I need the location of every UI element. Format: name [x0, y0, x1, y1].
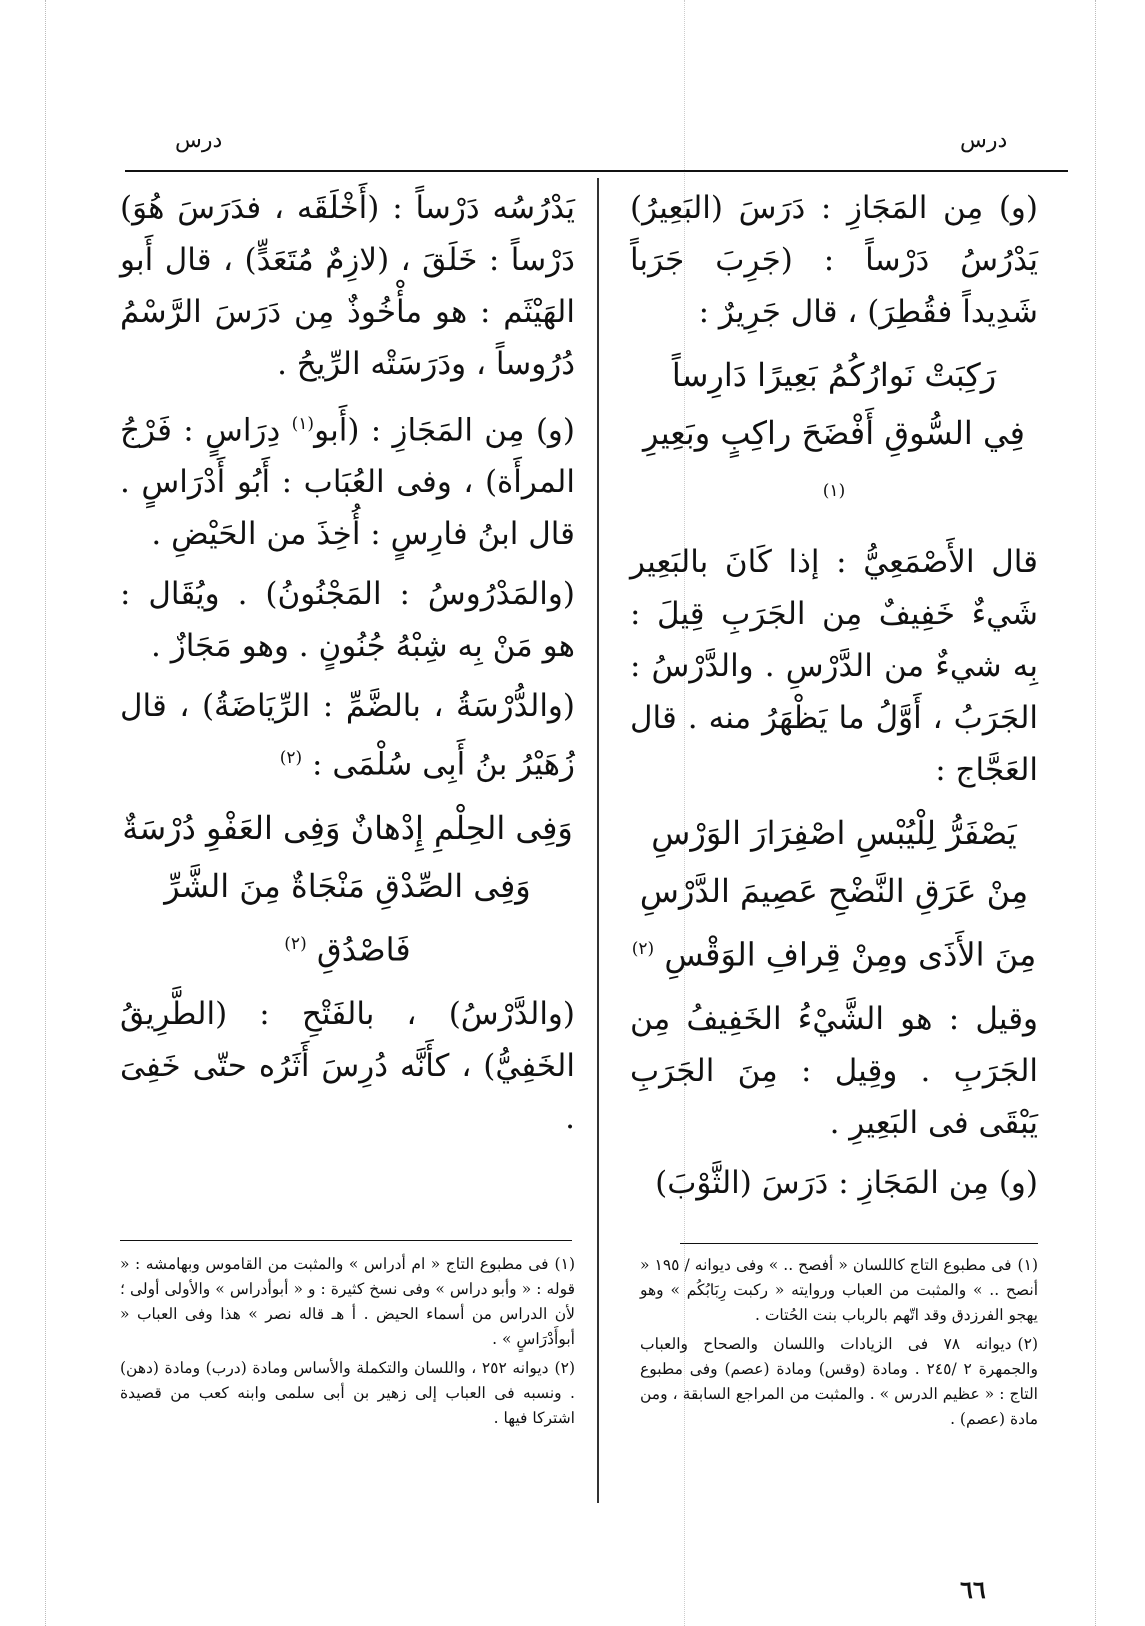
- footnote-rule-left: [120, 1240, 572, 1241]
- footnote-ref: (٢): [279, 748, 303, 769]
- verse-text: فِي السُّوقِ أَفْضَحَ راكِبٍ وبَعِيرِ: [643, 414, 1025, 452]
- entry-text: دِرَاسٍ : فَرْجُ المرأَة) ، وفى العُبَاب : أَبُو أَدْرَاسٍ . قال ابنُ فارِسٍ : أُخِذَ من الحَيْضِ .: [120, 412, 575, 553]
- right-column: [630, 182, 1038, 1217]
- footnote-ref: (١): [822, 481, 846, 501]
- footnote-rule-right: [680, 1243, 1038, 1244]
- column-divider: [597, 178, 599, 1503]
- entry-paragraph: يَدْرُسُه دَرْساً : (أَخْلَقَه ، فدَرَسَ هُوَ) دَرْساً : خَلَقَ ، (لازِمٌ مُتَعَدٍّ) ، قال أَبو الهَيْثَم : هو مأْخُوذٌ مِن دَرَسَ الرَّسْمُ دُرُوساً ، ودَرَسَتْه الرِّيحُ .: [120, 190, 575, 382]
- left-column: [120, 182, 575, 1152]
- margin-dotted-line-left: [45, 0, 46, 1626]
- entry-text: (و) مِن المَجَازِ : (أَبو: [314, 412, 575, 449]
- verse-line: [120, 857, 575, 979]
- verse-jarir: [630, 346, 1038, 526]
- entry-paragraph: [120, 398, 575, 560]
- entry-paragraph: [120, 680, 575, 790]
- running-head-left: درس: [175, 128, 223, 153]
- verse-zuhayr: [120, 799, 575, 979]
- footnote-ref: (٢): [284, 933, 307, 954]
- footnotes-right: [640, 1253, 1038, 1436]
- footnote-number: (١): [554, 1255, 575, 1273]
- footnote-text: فى مطبوع التاج « ام أدراس » والمثبت من القاموس وبهامشه : « قوله : « وأبو دراس » وفى نسخ كثيرة : و « أبوأدراس » والأولى أولى ؛ لأن الدراس من أسماء الحيض . أ هـ قاله نصر » هذا وفى العباب « أبوأَدْرَاسٍ » .: [120, 1255, 575, 1348]
- footnote-number: (٢): [554, 1359, 575, 1377]
- verse-line: مِنْ عَرَقِ النَّضْحِ عَصِيمَ الدَّرْسِ: [639, 871, 1029, 910]
- footnote: [120, 1252, 575, 1352]
- page-number: ٦٦: [960, 1575, 986, 1604]
- verse-text: وَفِى الصِّدْقِ مَنْجَاةٌ مِنَ الشَّرِّ فَاصْدُقِ: [164, 866, 531, 969]
- footnote-number: (٢): [1017, 1335, 1038, 1353]
- margin-dotted-line-right: [1095, 0, 1096, 1626]
- entry-paragraph: (و) مِن المَجَازِ : دَرَسَ (الثَّوْبَ): [655, 1165, 1038, 1202]
- entry-paragraph: (والمَدْرُوسُ : المَجْنُونُ) . ويُقَال : هو مَنْ بِه شِبْهُ جُنُونٍ . وهو مَجَازٌ .: [120, 576, 575, 665]
- running-head-right: درس: [960, 128, 1008, 153]
- entry-paragraph: وقيل : هو الشَّيْءُ الخَفِيفُ مِن الجَرَبِ . وقِيل : مِنَ الجَرَبِ يَبْقَى فى البَعِيرِ .: [630, 1001, 1038, 1142]
- verse-line: وَفِى الحِلْمِ إِدْهانٌ وَفِى العَفْوِ دُرْسَةٌ: [122, 808, 573, 847]
- footnote-ref: (٢): [631, 938, 655, 959]
- entry-paragraph: (و) مِن المَجَازِ : دَرَسَ (البَعِيرُ) يَدْرُسُ دَرْساً : (جَرِبَ جَرَباً شَدِيداً فقُطِرَ) ، قال جَرِيرٌ :: [630, 190, 1038, 330]
- verse-line: يَصْفَرُّ لِلْيُبْسِ اصْفِرَارَ الوَرْسِ: [651, 813, 1017, 852]
- verse-ajjaj: [630, 804, 1038, 984]
- verse-line: رَكِبَتْ نَوارُكُمُ بَعِيرًا دَارِساً: [671, 356, 997, 394]
- verse-line: [630, 920, 1038, 984]
- verse-text: مِنَ الأَذَى ومِنْ قِرافِ الوَقْسِ: [664, 935, 1037, 974]
- footnote-ref: (١): [291, 414, 315, 434]
- footnote: [640, 1332, 1038, 1432]
- footnote: [120, 1356, 575, 1431]
- footnotes-left: [120, 1252, 575, 1435]
- footnote-text: ديوانه ٧٨ فى الزيادات واللسان والصحاح والعباب والجمهرة ٢ /٢٤٥ . ومادة (وقس) ومادة (عصم) وفى مطبوع التاج : « عظيم الدرس » . والمثبت من المراجع السابقة ، ومن مادة (عصم) .: [640, 1335, 1038, 1428]
- entry-paragraph: (والدَّرْسُ) ، بالفَتْحِ : (الطَّرِيقُ الخَفِيُّ) ، كأَنَّه دُرِسَ أَثَرُه حتّى خَفِىَ .: [120, 996, 575, 1137]
- entry-paragraph: قال الأَصْمَعِيُّ : إذا كَانَ بالبَعِير شَيءٌ خَفِيفٌ مِن الجَرَبِ قِيلَ : بِه شيءٌ من الدَّرْسِ . والدَّرْسُ : الجَرَبُ ، أَوَّلُ ما يَظْهَرُ منه . قال العَجَّاج :: [630, 543, 1038, 788]
- footnote-number: (١): [1017, 1256, 1038, 1274]
- header-rule: [125, 170, 1068, 172]
- footnote-text: فى مطبوع التاج كاللسان « أفصح .. » وفى ديوانه / ١٩٥ « أنصح .. » والمثبت من العباب وروايته « ركبت رِبَابُكُم » وهو يهجو الفرزدق وقد اتّهم بالرباب بنت الحُتات .: [640, 1256, 1038, 1324]
- footnote: [640, 1253, 1038, 1328]
- footnote-text: ديوانه ٢٥٢ ، واللسان والتكملة والأساس ومادة (درب) ومادة (دهن) . ونسبه فى العباب إلى زهير بن أبى سلمى وابنه كعب من قصيدة اشتركا فيها .: [120, 1359, 575, 1427]
- verse-line: [630, 404, 1038, 526]
- entry-text: (والدُّرْسَةُ ، بالضَّمِّ : الرِّيَاضَةُ) ، قال زُهَيْرُ بنُ أَبِى سُلْمَى :: [120, 688, 575, 783]
